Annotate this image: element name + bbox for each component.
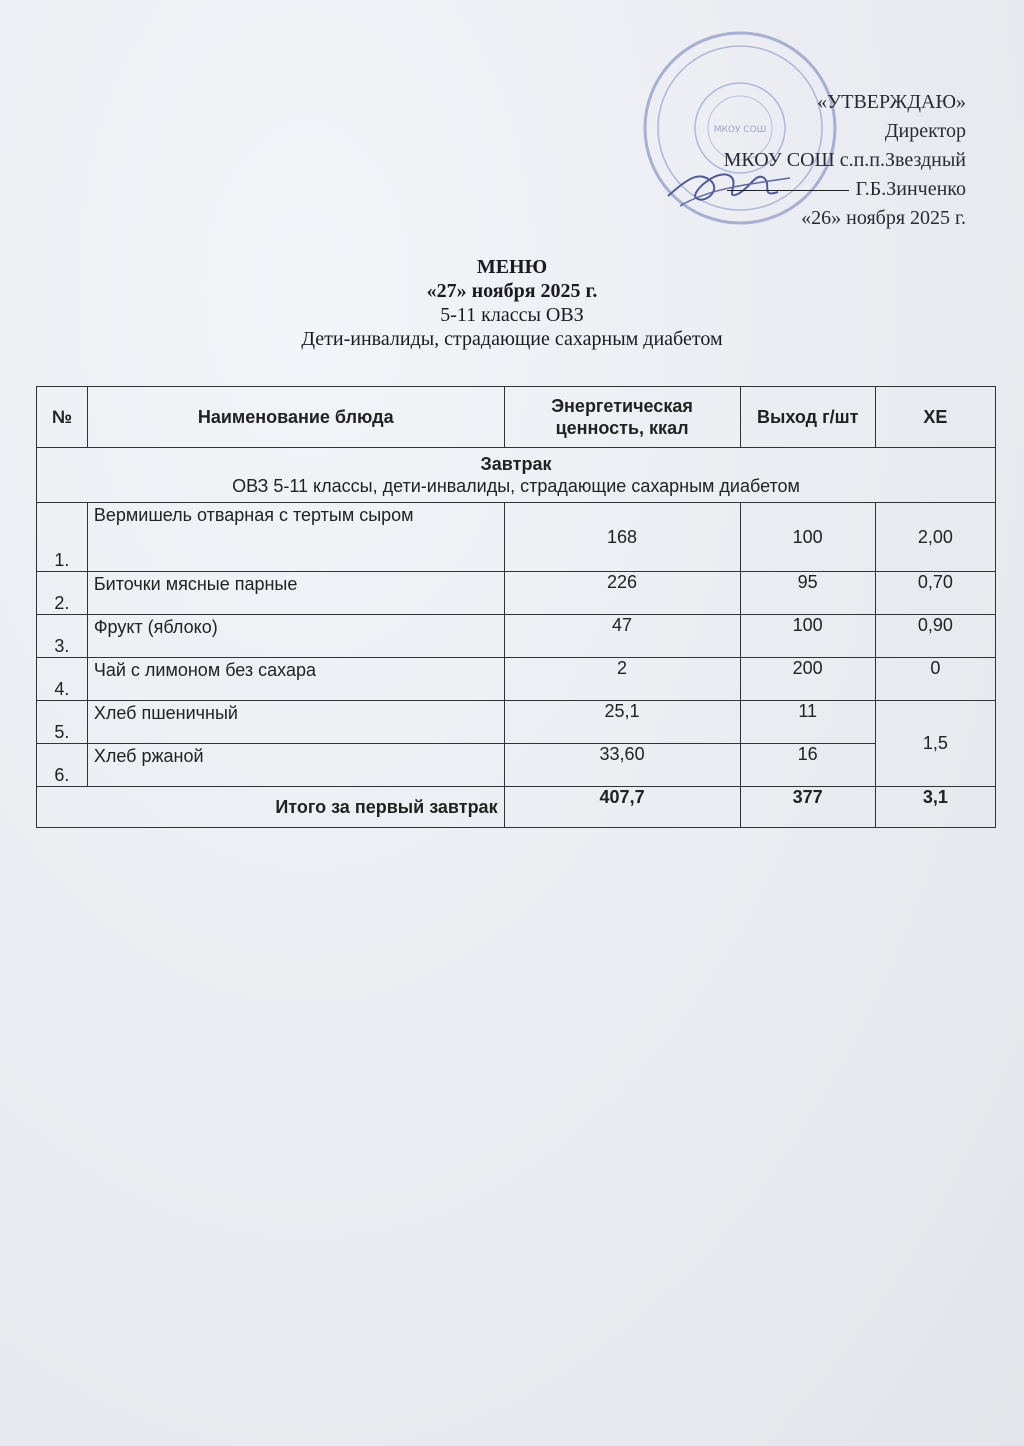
approval-signer-line	[724, 175, 966, 204]
total-label: Итого за первый завтрак	[37, 787, 505, 828]
row-output: 200	[740, 658, 875, 701]
table-row	[37, 658, 996, 701]
total-xe: 3,1	[875, 787, 995, 828]
row-output: 16	[740, 744, 875, 787]
row-name: Хлеб пшеничный	[87, 701, 504, 744]
table-row	[37, 503, 996, 572]
row-output: 11	[740, 701, 875, 744]
row-num: 2.	[37, 572, 88, 615]
table-row	[37, 744, 996, 787]
approval-date: «26» ноября 2025 г.	[801, 207, 966, 229]
row-energy: 2	[504, 658, 740, 701]
signature-line	[727, 190, 849, 191]
section-subtitle: ОВЗ 5-11 классы, дети-инвалиды, страдающие сахарным диабетом	[232, 476, 800, 496]
row-output: 95	[740, 572, 875, 615]
approval-block	[724, 88, 966, 233]
approval-position: Директор	[884, 120, 966, 142]
row-num: 6.	[37, 744, 88, 787]
header-name: Наименование блюда	[87, 387, 504, 448]
row-name: Биточки мясные парные	[87, 572, 504, 615]
menu-heading	[0, 255, 1024, 351]
total-row	[37, 787, 996, 828]
menu-category: Дети-инвалиды, страдающие сахарным диабетом	[301, 328, 723, 350]
row-output: 100	[740, 503, 875, 572]
row-xe: 0	[875, 658, 995, 701]
approval-title: «УТВЕРЖДАЮ»	[817, 91, 966, 113]
menu-date: «27» ноября 2025 г.	[426, 280, 598, 302]
row-name: Чай с лимоном без сахара	[87, 658, 504, 701]
row-xe: 2,00	[875, 503, 995, 572]
row-num: 3.	[37, 615, 88, 658]
header-xe: ХЕ	[875, 387, 995, 448]
row-name: Фрукт (яблоко)	[87, 615, 504, 658]
menu-table	[36, 386, 996, 828]
row-energy: 47	[504, 615, 740, 658]
row-num: 1.	[37, 503, 88, 572]
approval-organization: МКОУ СОШ с.п.п.Звездный	[723, 149, 966, 171]
row-output: 100	[740, 615, 875, 658]
menu-grades: 5-11 классы ОВЗ	[440, 304, 584, 326]
section-title: Завтрак	[480, 454, 552, 474]
row-num: 4.	[37, 658, 88, 701]
menu-title: МЕНЮ	[476, 256, 548, 278]
row-xe: 0,70	[875, 572, 995, 615]
row-energy: 226	[504, 572, 740, 615]
row-name: Хлеб ржаной	[87, 744, 504, 787]
stamp-text: МКОУ СОШ	[713, 125, 767, 135]
section-row	[37, 448, 996, 503]
approval-signer: Г.Б.Зинченко	[855, 178, 966, 200]
row-name: Вермишель отварная с тертым сыром	[87, 503, 504, 572]
row-xe: 0,90	[875, 615, 995, 658]
header-output: Выход г/шт	[740, 387, 875, 448]
header-energy: Энергетическая ценность, ккал	[504, 387, 740, 448]
section-cell	[37, 448, 996, 503]
table-row	[37, 572, 996, 615]
row-energy: 168	[504, 503, 740, 572]
row-energy: 33,60	[504, 744, 740, 787]
table-row	[37, 615, 996, 658]
table-header-row	[37, 387, 996, 448]
header-num: №	[37, 387, 88, 448]
row-energy: 25,1	[504, 701, 740, 744]
row-num: 5.	[37, 701, 88, 744]
row-xe-merged: 1,5	[875, 701, 995, 787]
total-output: 377	[740, 787, 875, 828]
table-row	[37, 701, 996, 744]
total-energy: 407,7	[504, 787, 740, 828]
